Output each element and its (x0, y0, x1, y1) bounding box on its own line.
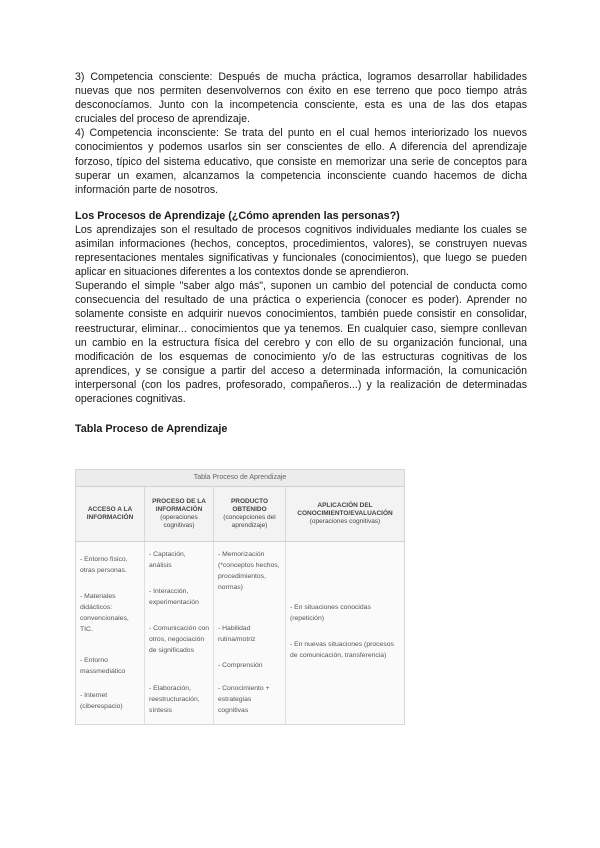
table-cell: - En nuevas situaciones (procesos de comunicación, transferencia) (290, 641, 394, 659)
table-title: Tabla Proceso de Aprendizaje (76, 470, 404, 487)
table-header-cell: APLICACIÓN DEL CONOCIMIENTO/EVALUACIÓN (operaciones cognitivas) (297, 502, 393, 525)
paragraph-superando: Superando el simple "saber algo más", suponen un cambio del potencial de conducta como consecuencia del resultado de una práctica o experiencia (conocer es poder). Aprender no solamente consiste en adquirir nuevos conocimientos, también puede consistir en consolidar, reestructurar, eliminar... conocimientos que ya tenemos. En cualquier caso, siempre conllevan un cambio en la estructura física del cerebro y con ello de su organización funcional, una modificación de los esquemas de conocimiento y/o de las estructuras cognitivas de los aprendices, y se consigue a partir del acceso a determinada información, la comunicación interpersonal (con los padres, profesorado, compañeros...) y la realización de determinadas operaciones cognitivas. (75, 280, 527, 405)
paragraph-competencia-consciente: 3) Competencia consciente: Después de mucha práctica, logramos desarrollar habilidades nuevas que nos permiten desenvolvernos con éxito en ese terreno que poco tiempo atrás desconocíamos. Junto con la incompetencia consciente, esta es una de las dos etapas cruciales del proceso de aprendizaje. (75, 71, 527, 126)
table-cell: - Captación, análisis (149, 551, 186, 569)
table-cell: - Habilidad rutina/motriz (218, 625, 256, 643)
section-heading-procesos: Los Procesos de Aprendizaje (¿Cómo aprenden las personas?) (75, 209, 400, 222)
paragraph-aprendizajes: Los aprendizajes son el resultado de procesos cognitivos individuales mediante los cuales se asimilan informaciones (hechos, conceptos, procedimientos, valores), se construyen nuevas representaciones mentales significativas y funcionales (conocimientos), que luego se pueden aplicar en situaciones diferentes a los contextos donde se aprendieron. (75, 223, 527, 279)
table-column-producto (214, 542, 286, 724)
table-column-acceso (76, 542, 145, 724)
table-header-cell: ACCESO A LA INFORMACIÓN (76, 487, 145, 541)
table-header-cell: PROCESO DE LA INFORMACIÓN (operaciones cognitivas) (145, 487, 214, 541)
table-cell: - Materiales didácticos: convencionales, TIC. (80, 593, 129, 633)
learning-process-table-image (75, 469, 405, 725)
table-cell: - Comunicación con otros, negociación de significados (149, 625, 210, 654)
table-cell: - Comprensión (218, 662, 263, 669)
table-cell: - Entorno massmediático (80, 657, 126, 675)
table-cell: - En situaciones conocidas (repetición) (290, 604, 371, 622)
table-column-aplicacion (286, 542, 404, 724)
table-header-row (76, 487, 404, 542)
table-cell: - Memorización (*conceptos hechos, procedimientos, normas) (218, 551, 280, 591)
table-header-cell: PRODUCTO OBTENIDO (concepciones del aprendizaje) (214, 487, 286, 541)
table-cell: - Entorno físico, otras personas. (80, 556, 128, 574)
table-cell: - Elaboración, reestructuración, síntesis (149, 685, 200, 714)
section-heading-tabla: Tabla Proceso de Aprendizaje (75, 423, 228, 436)
table-cell: - Internet (ciberespacio) (80, 692, 123, 710)
table-cell: - Conocimiento + estrategias cognitivas (218, 685, 270, 714)
table-body-row (76, 542, 404, 724)
paragraph-competencia-inconsciente: 4) Competencia inconsciente: Se trata del punto en el cual hemos interiorizado los nuevos conocimientos y podemos usarlos sin ser conscientes de ello. A diferencia del aprendizaje forzoso, típico del sistema educativo, que consiste en memorizar una serie de conceptos para superar un examen, alcanzamos la competencia inconsciente cuando hacemos de dicha información parte de nosotros. (75, 127, 527, 196)
table-cell: - Interacción, experimentación (149, 588, 199, 606)
table-column-proceso (145, 542, 214, 724)
document-body (75, 70, 527, 436)
